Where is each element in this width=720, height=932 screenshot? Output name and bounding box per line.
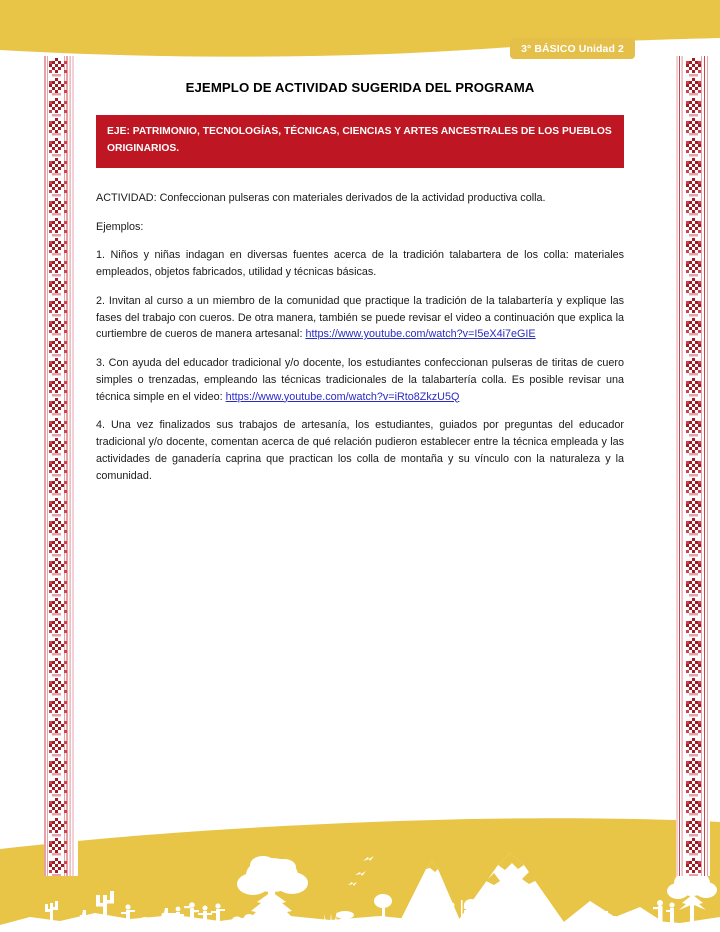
activity-line: ACTIVIDAD: Confeccionan pulseras con materiales derivados de la actividad productiva colla. bbox=[96, 191, 546, 204]
video-link-1[interactable]: https://www.youtube.com/watch?v=I5eX4i7eGIE bbox=[305, 328, 536, 341]
right-andean-border bbox=[676, 56, 710, 876]
activity-item-2-text: 2. Invitan al curso a un miembro de la comunidad que practique la tradición de la talabartería y explique las fases del trabajo con cueros. De otra manera, también se puede revisar el video a continuación que explica la curtiembre de cueros de manera artesanal: bbox=[96, 294, 624, 341]
examples-label: Ejemplos: bbox=[96, 220, 144, 233]
activity-item-2 bbox=[96, 293, 624, 343]
activity-item-1: 1. Niños y niñas indagan en diversas fuentes acerca de la tradición talabartera de los colla: materiales empleados, objetos fabricados, utilidad y técnicas básicas. bbox=[96, 249, 624, 279]
activity-item-3-text: 3. Con ayuda del educador tradicional y/o docente, los estudiantes confeccionan pulseras de tiritas de cuero simples o trenzadas, empleando las técnicas tradicionales de la talabartería colla. Es posible revisar una técnica simple en el video: bbox=[96, 357, 624, 403]
activity-item-3 bbox=[96, 355, 624, 405]
page-title: EJEMPLO DE ACTIVIDAD SUGERIDA DEL PROGRAMA bbox=[185, 80, 535, 95]
video-link-2[interactable]: https://www.youtube.com/watch?v=iRto8ZkzU5Q bbox=[225, 390, 460, 403]
left-andean-border bbox=[44, 56, 78, 876]
activity-item-4: 4. Una vez finalizados sus trabajos de artesanía, los estudiantes, guiados por preguntas del educador tradicional y/o docente, comentan acerca de qué relación pudieron establecer entre la técnica empleada y las actividades de ganadería caprina que practican los colla de montaña y su vínculo con la naturaleza y la comunidad. bbox=[96, 419, 624, 482]
unit-badge bbox=[510, 38, 635, 59]
unit-badge-label: 3° BÁSICO Unidad 2 bbox=[521, 42, 624, 55]
eje-banner: EJE: PATRIMONIO, TECNOLOGÍAS, TÉCNICAS, CIENCIAS Y ARTES ANCESTRALES DE LOS PUEBLOS ORIGINARIOS. bbox=[96, 115, 624, 168]
footer-scene bbox=[0, 817, 720, 932]
document-content bbox=[96, 80, 624, 484]
